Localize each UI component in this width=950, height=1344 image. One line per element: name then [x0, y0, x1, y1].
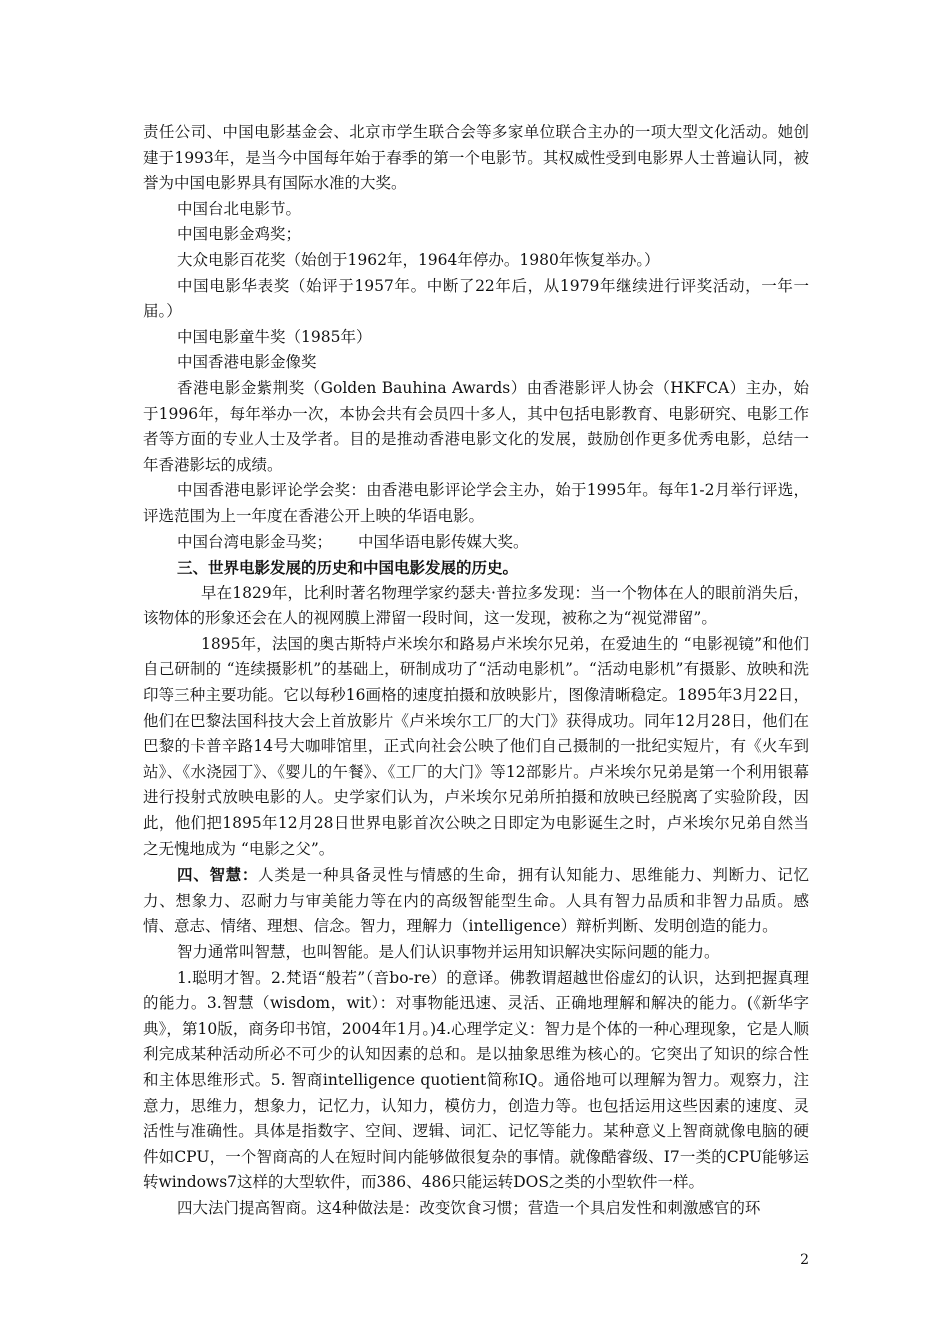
- page-number: 2: [800, 1252, 809, 1268]
- paragraph-four-methods: 四大法门提高智商。这4种做法是：改变饮食习惯；营造一个具启发性和刺激感官的环: [177, 1198, 761, 1217]
- paragraph-hk-critics-society: 中国香港电影评论学会奖：由香港电影评论学会主办，始于1995年。每年1-2月举行评选，评选范围为上一年度在香港公开上映的华语电影。: [143, 481, 809, 525]
- golden-horse-text: 中国台湾电影金马奖；: [177, 532, 333, 551]
- paragraph-taipei-film-festival: 中国台北电影节。: [177, 199, 302, 218]
- paragraph-golden-rooster: 中国电影金鸡奖；: [177, 225, 302, 244]
- paragraph-golden-rooster-children: 中国电影童牛奖（1985年）: [177, 327, 372, 346]
- paragraph-wisdom-definition: [143, 862, 809, 940]
- section-heading-film-history: 三、世界电影发展的历史和中国电影发展的历史。: [177, 558, 519, 578]
- wisdom-definition-text: 人类是一种具备灵性与情感的生命，拥有认知能力、思维能力、判断力、记忆力、想象力、忍耐力与审美能力等在内的高级智能型生命。人具有智力品质和非智力品质。感情、意志、情绪、理想、信念。智力，理解力（intelligence）辩析判断、发明创造的能力。: [143, 866, 809, 936]
- paragraph-intelligence-meanings: 1.聪明才智。2.梵语“般若”（音bo-re）的意译。佛教谓超越世俗虚幻的认识，达到把握真理的能力。3.智慧（wisdom，wit）：对事物能迅速、灵活、正确地理解和解决的能力。(《新华字典》，第10版，商务印书馆，2004年1月。)4.心理学定义：智力是个体的一种心理现象，它是人顺利完成某种活动所必不可少的认知因素的总和。是以抽象思维为核心的。它突出了知识的综合性和主体思维形式。5. 智商intelligence quotient简称IQ。通俗地可以理解为智力。观察力，注意力，思维力，想象力，记忆力，认知力，模仿力，创造力等。也包括运用这些因素的速度、灵活性与准确性。具体是指数字、空间、逻辑、词汇、记忆等能力。某种意义上智商就像电脑的硬件如CPU，一个智商高的人在短时间内能够做很复杂的事情。就像酷睿级、I7一类的CPU能够运转windows7这样的大型软件，而386、486只能运转DOS之类的小型软件一样。: [143, 968, 809, 1192]
- body-text: [143, 120, 809, 1222]
- paragraph-huabiao: 中国电影华表奖（始评于1957年。中断了22年后，从1979年继续进行评奖活动，一年一届。）: [143, 276, 809, 321]
- paragraph-lumiere-brothers: 1895年，法国的奥古斯特卢米埃尔和路易卢米埃尔兄弟，在爱迪生的 “电影视镜”和他们自己研制的 “连续摄影机”的基础上，研制成功了“活动电影机”。“活动电影机”有摄影、放映和洗印等三种主要功能。它以每秒16画格的速度拍摄和放映影片，图像清晰稳定。1895年3月22日，他们在巴黎法国科技大会上首放影片《卢米埃尔工厂的大门》获得成功。同年12月28日，他们在巴黎的卡普辛路14号大咖啡馆里，正式向社会公映了他们自己摄制的一批纪实短片，有《火车到站》、《水浇园丁》、《婴儿的午餐》、《工厂的大门》等12部影片。卢米埃尔兄弟是第一个利用银幕进行投射式放映电影的人。史学家们认为，卢米埃尔兄弟所拍摄和放映已经脱离了实验阶段，因此，他们把1895年12月28日世界电影首次公映之日即定为电影诞生之时，卢米埃尔兄弟自然当之无愧地成为 “电影之父”。: [143, 634, 809, 858]
- paragraph-golden-bauhinia: 香港电影金紫荆奖（Golden Bauhina Awards）由香港影评人协会（HKFCA）主办，始于1996年，每年举办一次，本协会共有会员四十多人，其中包括电影教育、电影研究、电影工作者等方面的专业人士及学者。目的是推动香港电影文化的发展，鼓励创作更多优秀电影，总结一年香港影坛的成绩。: [143, 378, 809, 474]
- paragraph-taiwan-golden-horse: [143, 530, 809, 556]
- section-heading-wisdom: 四、智慧：: [177, 865, 259, 885]
- chinese-media-awards-text: 中国华语电影传媒大奖。: [358, 532, 529, 551]
- paragraph-persistence-of-vision: 早在1829年，比利时著名物理学家约瑟夫·普拉多发现：当一个物体在人的眼前消失后，该物体的形象还会在人的视网膜上滞留一段时间，这一发现，被称之为“视觉滞留”。: [143, 583, 809, 628]
- paragraph-festival-intro: 责任公司、中国电影基金会、北京市学生联合会等多家单位联合主办的一项大型文化活动。她创建于1993年，是当今中国每年始于春季的第一个电影节。其权威性受到电影界人士普遍认同，被誉为中国电影界具有国际水准的大奖。: [143, 123, 809, 193]
- paragraph-intelligence-common: 智力通常叫智慧，也叫智能。是人们认识事物并运用知识解决实际问题的能力。: [177, 943, 720, 961]
- paragraph-hk-film-awards: 中国香港电影金像奖: [177, 353, 317, 372]
- paragraph-hundred-flowers: 大众电影百花奖（始创于1962年，1964年停办。1980年恢复举办。）: [177, 250, 660, 269]
